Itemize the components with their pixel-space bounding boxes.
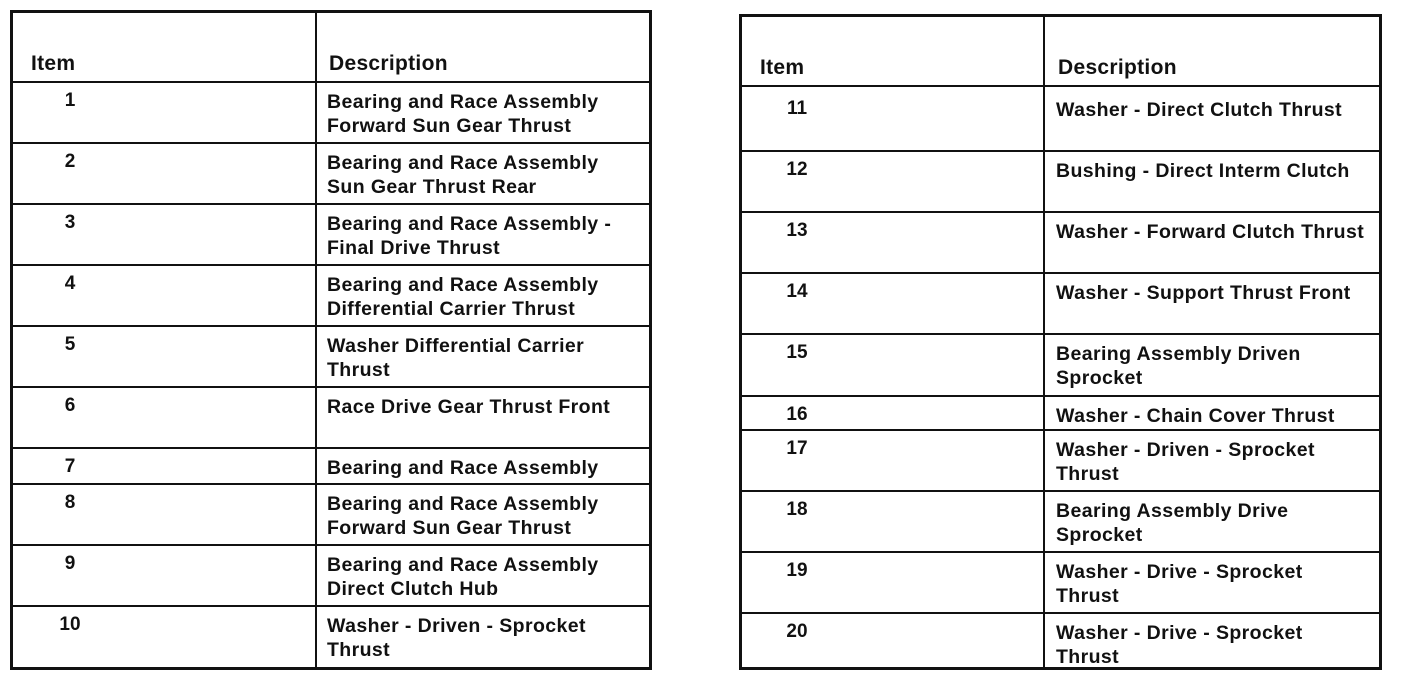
table-header	[742, 17, 1379, 87]
item-description: Bearing and Race Assembly Forward Sun Gear Thrust	[327, 493, 599, 539]
item-number: 5	[64, 334, 76, 355]
item-description: Washer - Support Thrust Front	[1056, 282, 1351, 304]
table-row	[742, 614, 1379, 667]
item-number: 13	[786, 220, 808, 241]
item-number: 17	[786, 438, 808, 459]
item-number: 14	[786, 281, 808, 302]
item-number: 11	[786, 98, 808, 119]
item-description: Washer - Driven - Sprocket Thrust	[327, 615, 586, 661]
table-row	[13, 83, 649, 144]
item-number: 4	[64, 273, 76, 294]
table-row	[742, 431, 1379, 492]
item-column-header: Item	[31, 52, 76, 75]
item-description: Washer - Direct Clutch Thrust	[1056, 99, 1343, 121]
table-row	[13, 327, 649, 388]
item-number: 7	[64, 456, 76, 477]
item-number: 18	[786, 499, 808, 520]
left-parts-table	[10, 10, 652, 670]
item-number: 19	[786, 560, 808, 581]
item-description: Bearing and Race Assembly	[327, 457, 599, 479]
table-row	[13, 144, 649, 205]
table-row	[742, 213, 1379, 274]
item-description: Bearing and Race Assembly Differential Carrier Thrust	[327, 274, 599, 320]
table-row	[13, 607, 649, 667]
item-number: 9	[64, 553, 76, 574]
item-description: Bearing Assembly Driven Sprocket	[1056, 343, 1301, 389]
table-row	[13, 546, 649, 607]
item-description: Bearing Assembly Drive Sprocket	[1056, 500, 1289, 546]
table-row	[13, 449, 649, 485]
item-description: Race Drive Gear Thrust Front	[327, 396, 611, 418]
table-row	[742, 274, 1379, 335]
table-header	[13, 13, 649, 83]
item-column-header: Item	[760, 56, 805, 79]
item-number: 8	[64, 492, 76, 513]
table-row	[13, 266, 649, 327]
item-description: Washer - Chain Cover Thrust	[1056, 405, 1335, 427]
item-number: 12	[786, 159, 808, 180]
table-row	[742, 397, 1379, 431]
table-row	[13, 485, 649, 546]
item-description: Bearing and Race Assembly Sun Gear Thrust Rear	[327, 152, 599, 198]
description-column-header: Description	[1058, 56, 1177, 79]
item-number: 10	[59, 614, 81, 635]
item-number: 6	[64, 395, 76, 416]
item-description: Bearing and Race Assembly Direct Clutch Hub	[327, 554, 599, 600]
description-column-header: Description	[329, 52, 448, 75]
right-parts-table	[739, 14, 1382, 670]
item-description: Bearing and Race Assembly - Final Drive Thrust	[327, 213, 612, 259]
table-row	[742, 152, 1379, 213]
item-description: Washer - Drive - Sprocket Thrust	[1056, 622, 1303, 668]
table-row	[742, 91, 1379, 152]
item-number: 1	[64, 90, 76, 111]
table-row	[742, 492, 1379, 553]
item-number: 15	[786, 342, 808, 363]
item-number: 16	[786, 404, 808, 425]
item-number: 3	[64, 212, 76, 233]
item-description: Bearing and Race Assembly Forward Sun Gear Thrust	[327, 91, 599, 137]
item-description: Washer - Driven - Sprocket Thrust	[1056, 439, 1315, 485]
item-description: Bushing - Direct Interm Clutch	[1056, 160, 1350, 182]
table-row	[13, 388, 649, 449]
item-description: Washer Differential Carrier Thrust	[327, 335, 585, 381]
item-description: Washer - Drive - Sprocket Thrust	[1056, 561, 1303, 607]
table-row	[13, 205, 649, 266]
table-row	[742, 553, 1379, 614]
item-description: Washer - Forward Clutch Thrust	[1056, 221, 1365, 243]
item-number: 2	[64, 151, 76, 172]
table-row	[742, 335, 1379, 397]
item-number: 20	[786, 621, 808, 642]
